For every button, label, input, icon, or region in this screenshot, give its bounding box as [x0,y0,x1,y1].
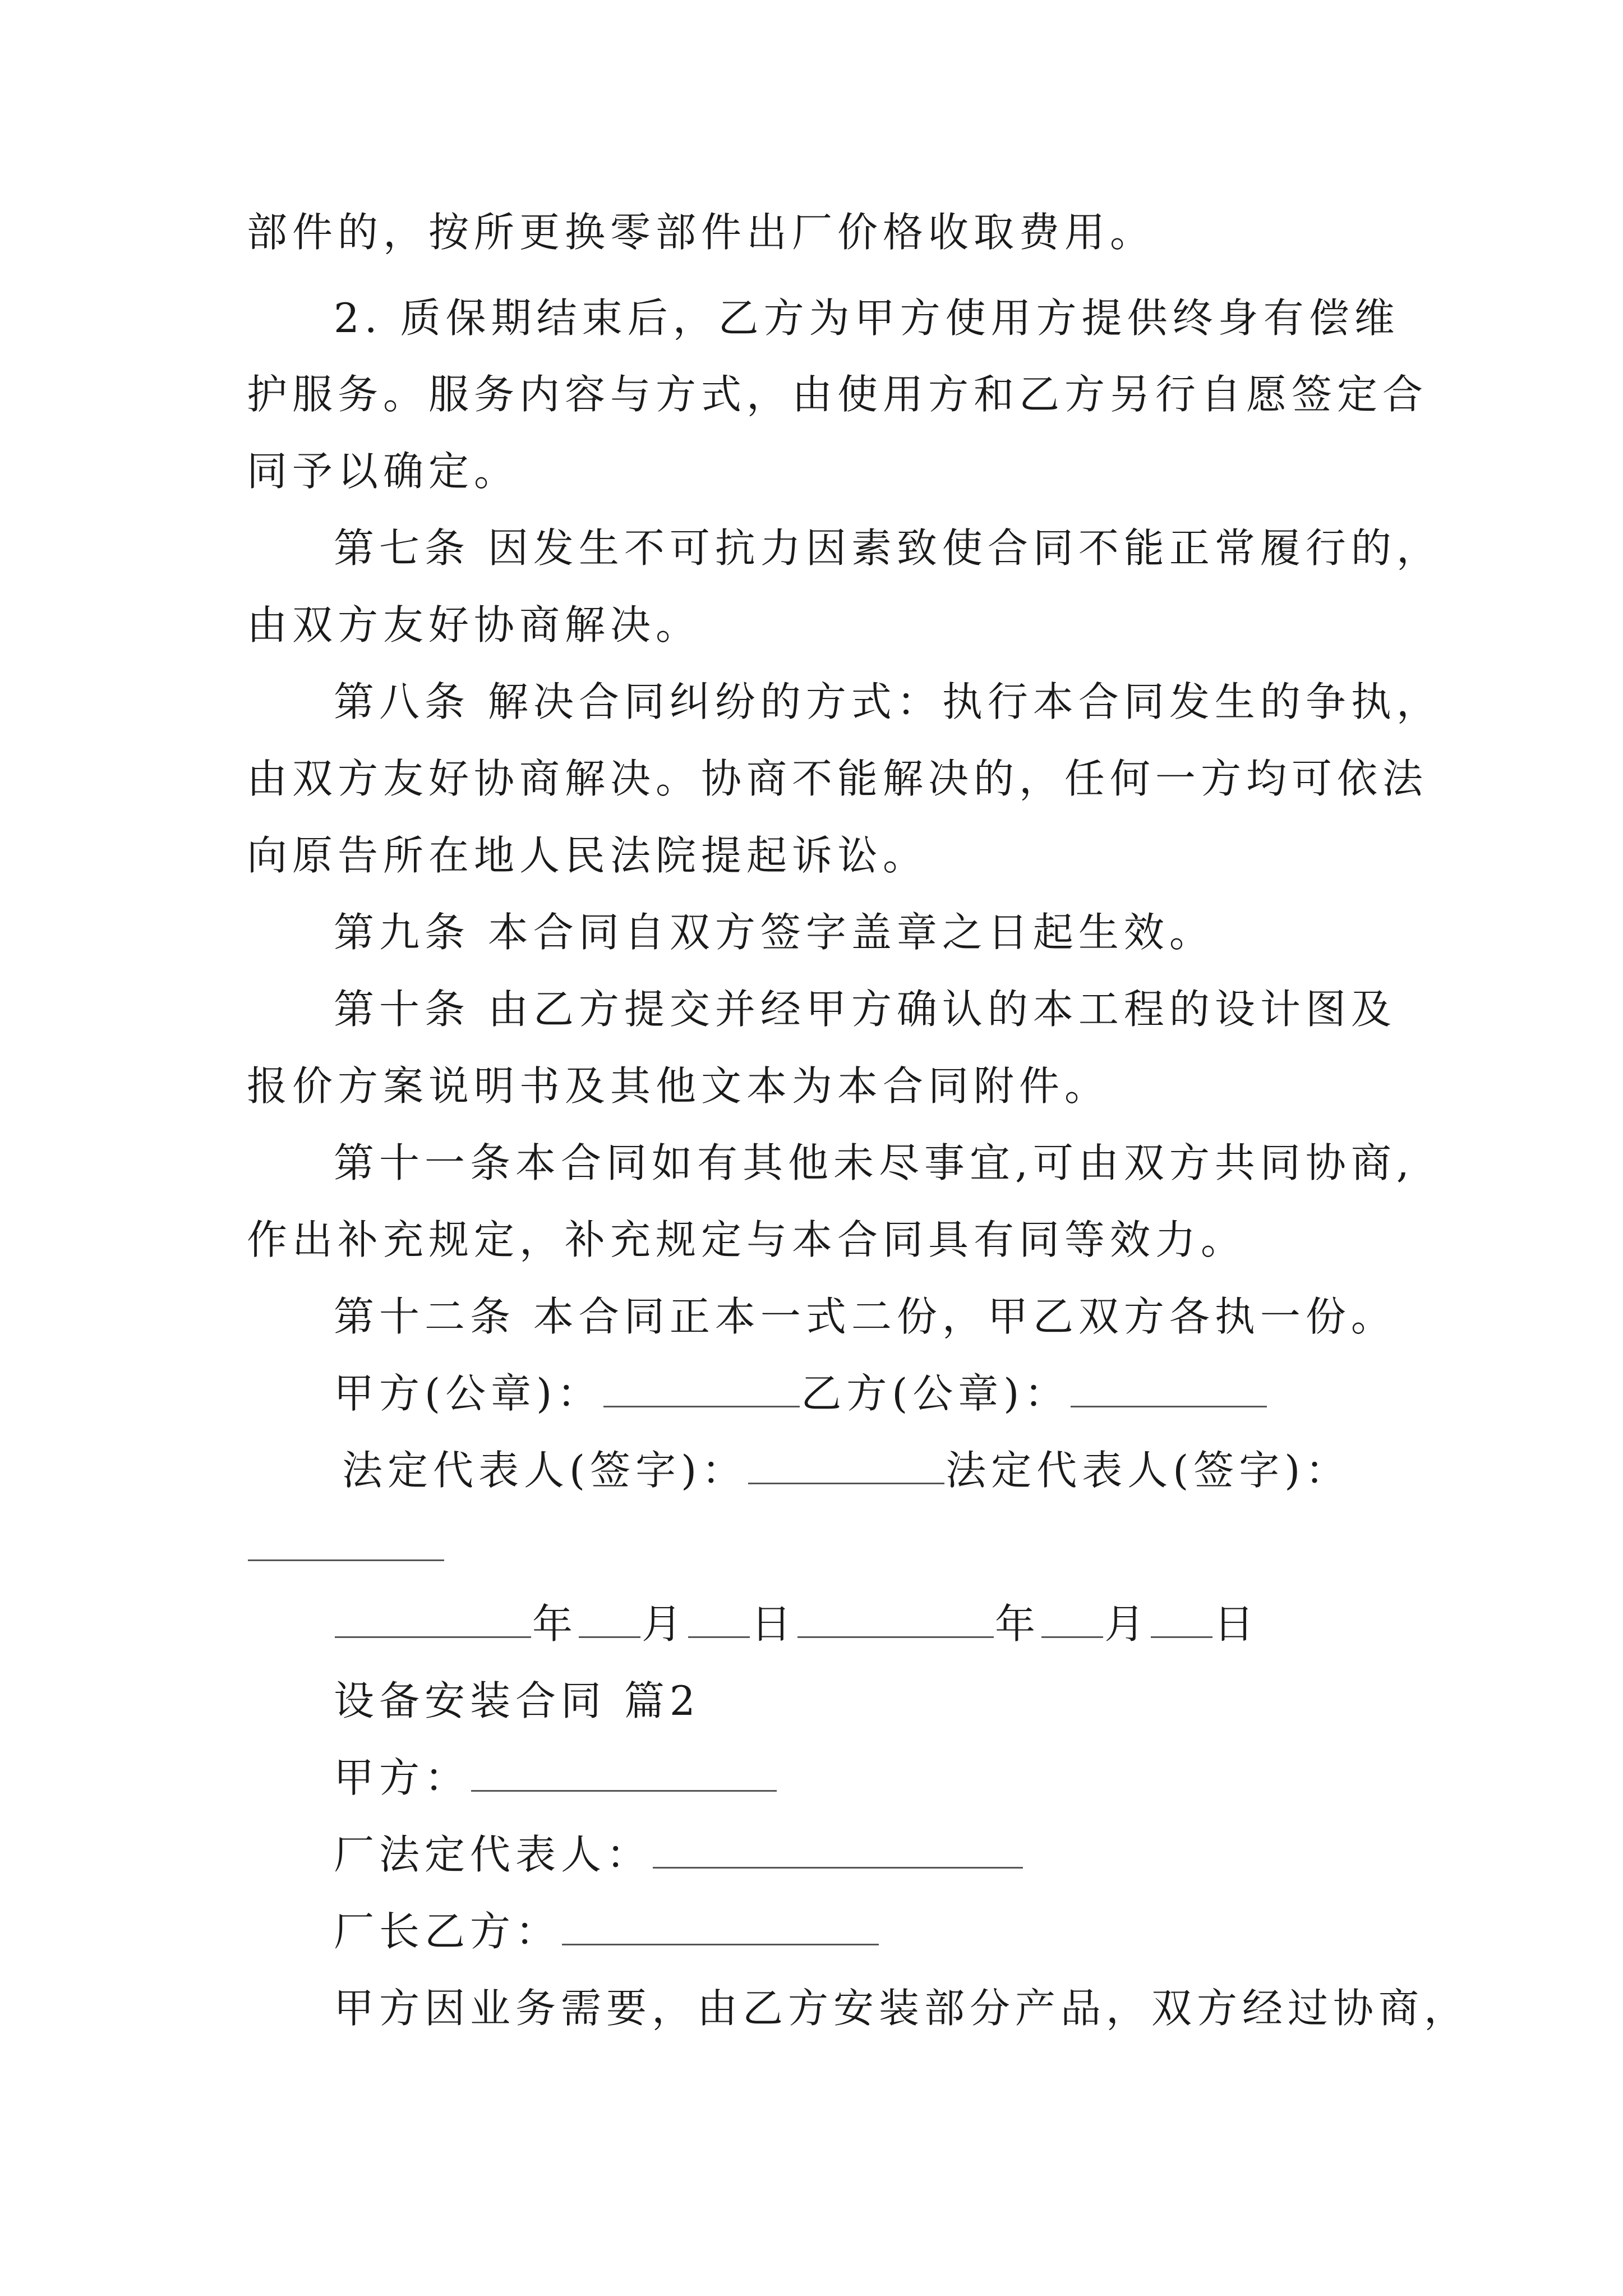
year-b-label: 年 [995,1600,1041,1648]
contract2-title: 设备安装合同 篇2 [334,1677,700,1724]
paragraph-line: 向原告所在地人民法院提起诉讼。 [247,832,929,879]
day-b-blank [1151,1597,1212,1638]
article-9-line: 第九条 本合同自双方签字盖章之日起生效。 [334,909,1215,956]
date-line [334,1596,1259,1652]
article-12-line: 第十二条 本合同正本一式二份，甲乙双方各执一份。 [334,1293,1396,1340]
contract2-party-b-line [334,1903,880,1959]
seal-line [334,1365,1268,1421]
contract2-intro-line: 甲方因业务需要，由乙方安装部分产品，双方经过协商， [334,1985,1470,2032]
party-a-seal-label: 甲方(公章)： [334,1370,603,1417]
paragraph-line: 部件的，按所更换零部件出厂价格收取费用。 [247,209,1156,256]
party-b-seal-label: 乙方(公章)： [801,1370,1070,1417]
day-a-blank [688,1597,750,1638]
contract2-factory-rep-line [334,1826,1024,1883]
paragraph-line: 同予以确定。 [247,448,520,495]
month-b-label: 月 [1104,1600,1150,1648]
rep-a-label: 法定代表人(签字)： [342,1447,748,1494]
rep-b-blank [248,1520,444,1561]
rep-b-blank-line [247,1519,445,1575]
rep-b-label: 法定代表人(签字)： [946,1447,1351,1494]
paragraph-line: 作出补充规定，补充规定与本合同具有同等效力。 [247,1216,1247,1263]
representative-line [342,1442,1350,1498]
contract2-factory-rep-blank [653,1828,1023,1869]
contract2-party-b-blank [562,1904,879,1945]
rep-a-blank [748,1443,944,1484]
month-b-blank [1041,1597,1103,1638]
contract2-party-a-line [334,1750,778,1806]
paragraph-line: 护服务。服务内容与方式，由使用方和乙方另行自愿签定合 [247,371,1428,418]
contract2-party-a-label: 甲方： [334,1754,471,1801]
month-a-label: 月 [642,1600,688,1648]
paragraph-line: 报价方案说明书及其他文本为本合同附件。 [247,1062,1110,1110]
paragraph-line: 由双方友好协商解决。协商不能解决的，任何一方均可依法 [247,755,1428,802]
party-b-seal-blank [1071,1366,1267,1407]
year-a-label: 年 [532,1600,578,1648]
paragraph-line: 2. 质保期结束后，乙方为甲方使用方提供终身有偿维 [334,295,1400,342]
contract2-party-b-label: 厂长乙方： [334,1908,561,1955]
party-a-seal-blank [603,1366,800,1407]
article-11-line: 第十一条本合同如有其他未尽事宜,可由双方共同协商, [334,1139,1414,1186]
month-a-blank [579,1597,640,1638]
year-b-blank [797,1597,994,1638]
article-7-line: 第七条 因发生不可抗力因素致使合同不能正常履行的， [334,524,1442,572]
paragraph-line: 由双方友好协商解决。 [247,601,702,648]
contract2-factory-rep-label: 厂法定代表人： [334,1831,652,1878]
article-8-line: 第八条 解决合同纠纷的方式：执行本合同发生的争执， [334,678,1442,725]
day-b-label: 日 [1214,1600,1260,1648]
contract2-party-a-blank [471,1751,777,1792]
day-a-label: 日 [751,1600,797,1648]
year-a-blank [335,1597,531,1638]
article-10-line: 第十条 由乙方提交并经甲方确认的本工程的设计图及 [334,986,1396,1033]
